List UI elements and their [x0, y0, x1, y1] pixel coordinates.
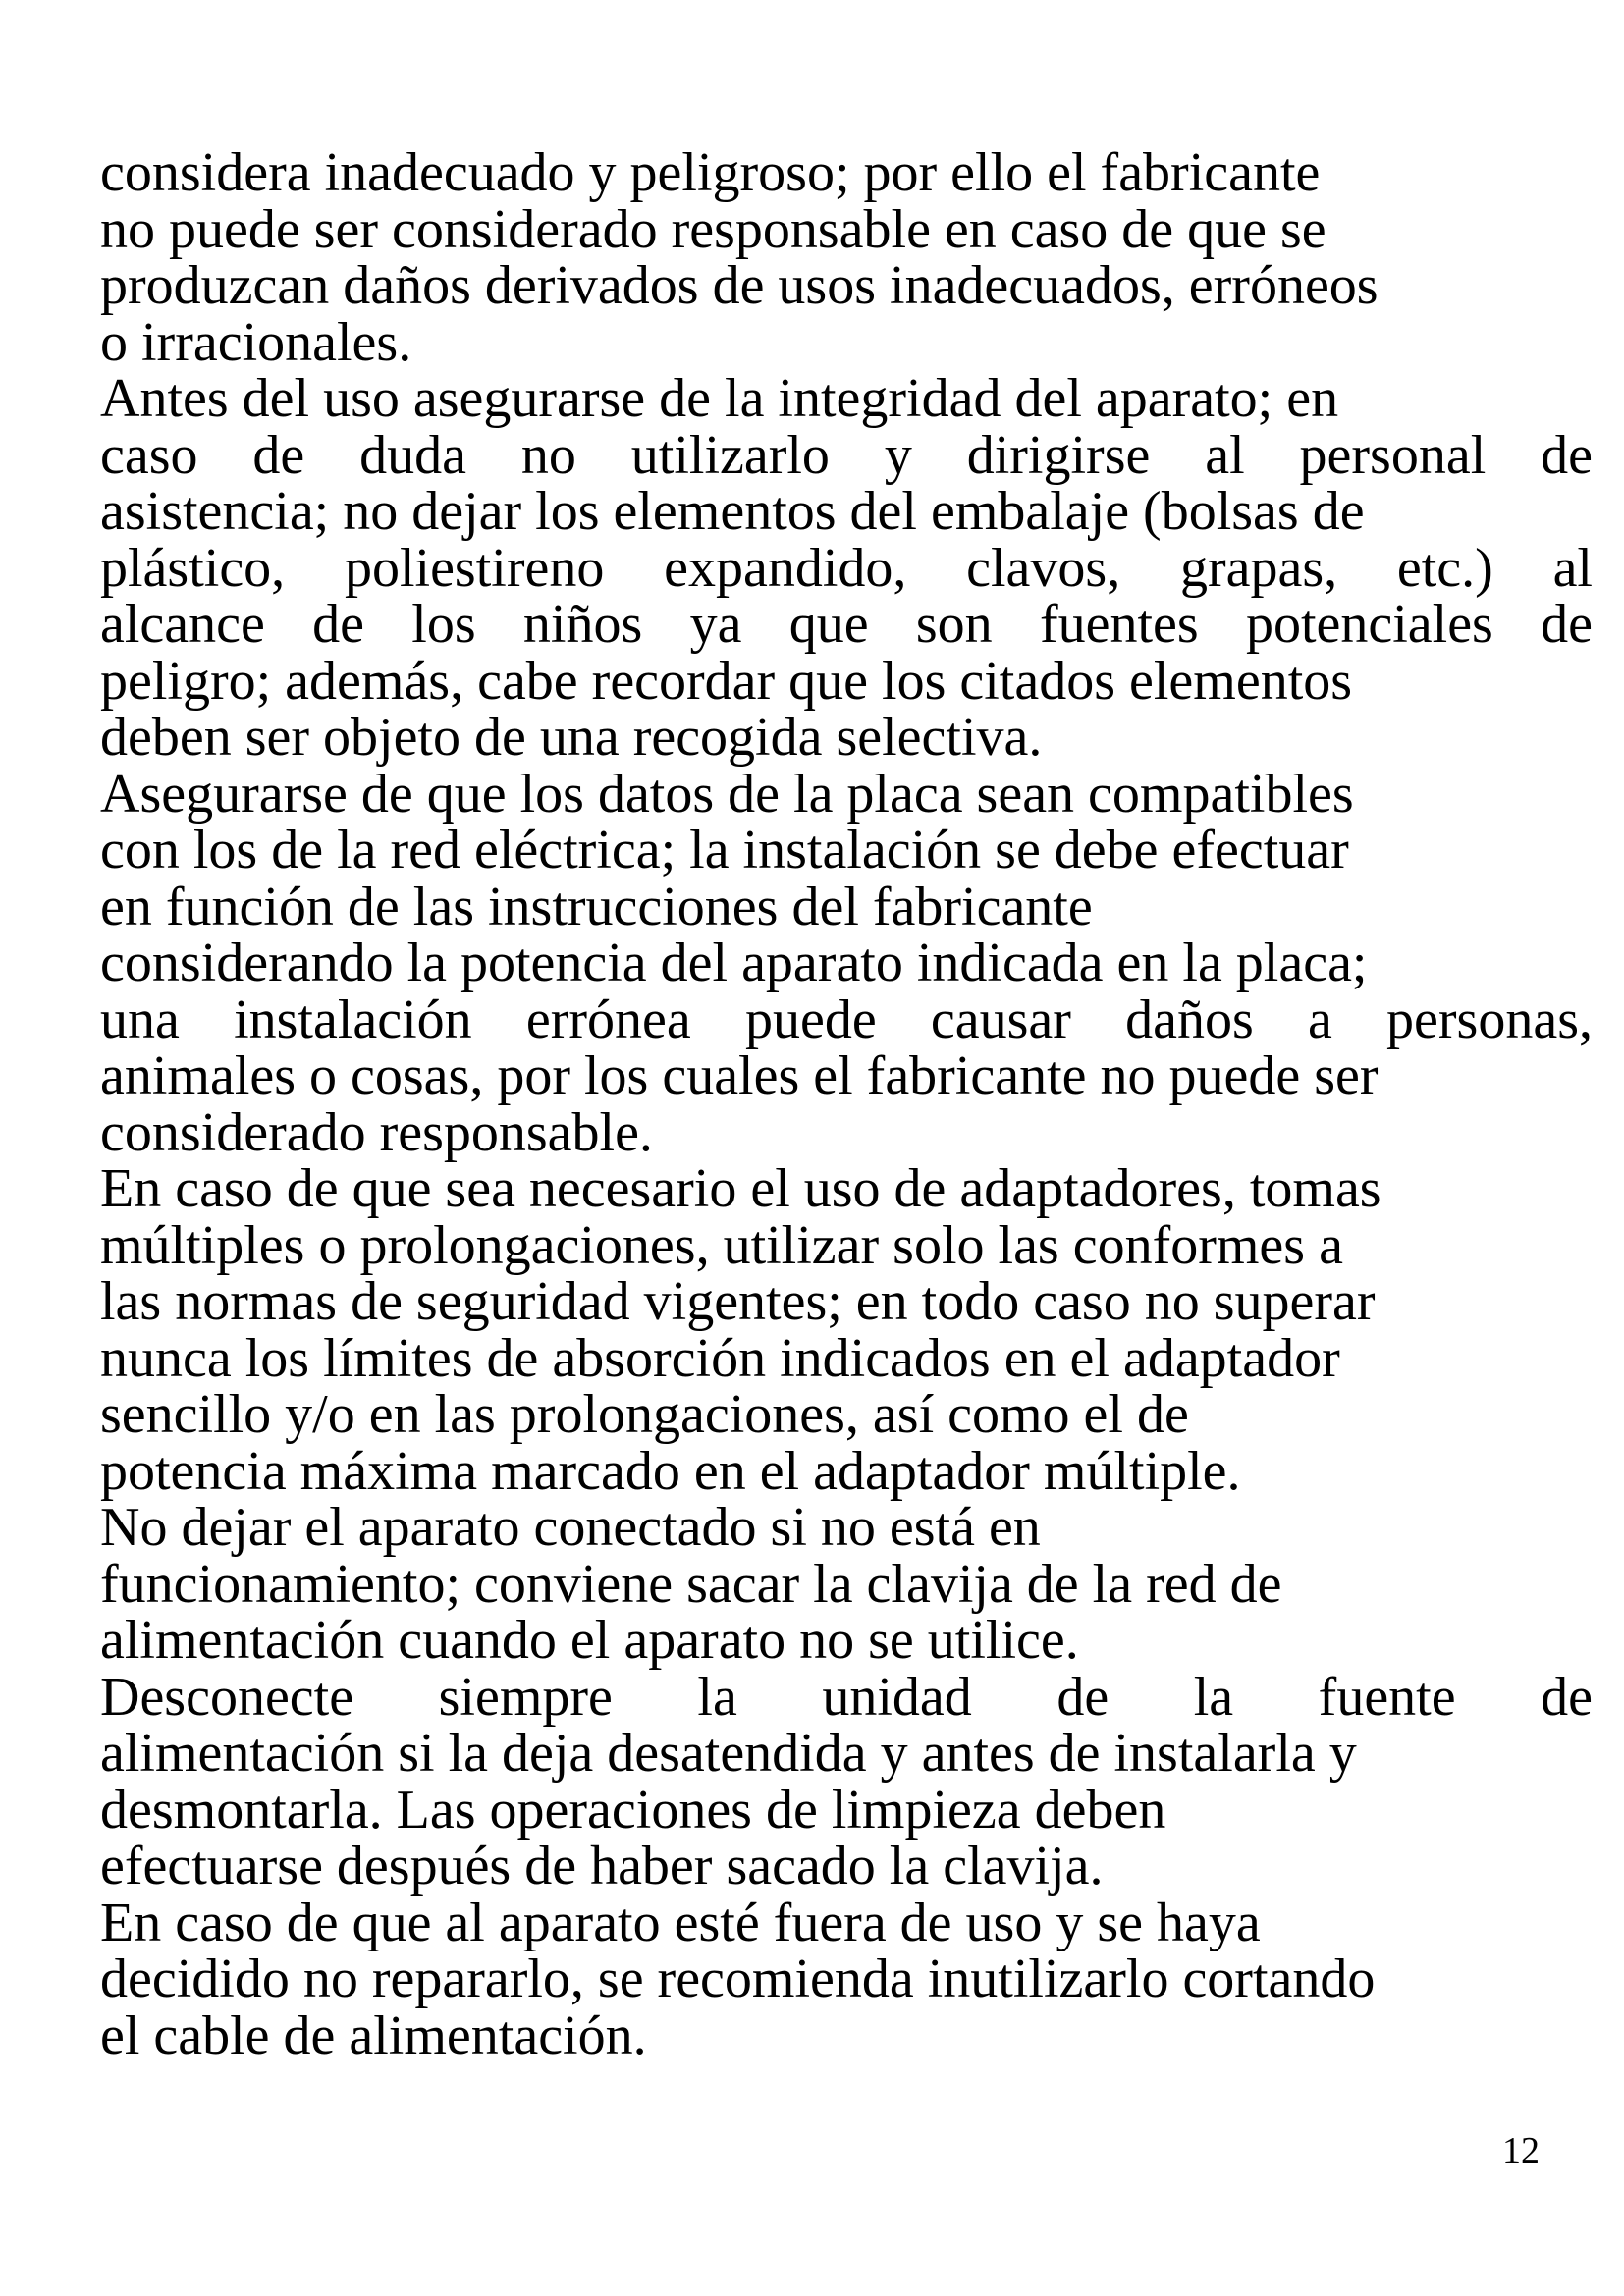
- text-line: sencillo y/o en las prolongaciones, así como el de: [100, 1384, 1189, 1445]
- text-line: con los de la red eléctrica; la instalación se debe efectuar: [100, 820, 1349, 881]
- text-line: caso de duda no utilizarlo y dirigirse al personal de: [100, 424, 1593, 486]
- text-line: las normas de seguridad vigentes; en todo caso no superar: [100, 1271, 1376, 1332]
- text-line: alcance de los niños ya que son fuentes potenciales de: [100, 594, 1593, 655]
- text-line: una instalación errónea puede causar daños a personas,: [100, 988, 1593, 1050]
- text-line: en función de las instrucciones del fabricante: [100, 876, 1093, 937]
- text-line: Antes del uso asegurarse de la integridad del aparato; en: [100, 368, 1339, 429]
- text-line: el cable de alimentación.: [100, 2004, 647, 2066]
- text-line: efectuarse después de haber sacado la clavija.: [100, 1836, 1104, 1896]
- text-line: funcionamiento; conviene sacar la clavija de la red de: [100, 1553, 1282, 1615]
- text-line: decidido no repararlo, se recomienda inutilizarlo cortando: [100, 1949, 1376, 2009]
- text-line: alimentación si la deja desatendida y antes de instalarla y: [100, 1723, 1357, 1784]
- body-text: [100, 142, 1593, 2066]
- text-line: Desconecte siempre la unidad de la fuente de: [100, 1666, 1593, 1728]
- text-line: o irracionales.: [100, 311, 412, 373]
- text-line: considerado responsable.: [100, 1101, 653, 1163]
- text-line: múltiples o prolongaciones, utilizar solo las conformes a: [100, 1214, 1343, 1276]
- text-line: asistencia; no dejar los elementos del embalaje (bolsas de: [100, 481, 1365, 542]
- text-line: desmontarla. Las operaciones de limpieza deben: [100, 1779, 1166, 1841]
- text-line: plástico, poliestireno expandido, clavos, grapas, etc.) al: [100, 537, 1593, 599]
- text-line: animales o cosas, por los cuales el fabricante no puede ser: [100, 1045, 1379, 1106]
- text-line: En caso de que al aparato esté fuera de uso y se haya: [100, 1895, 1261, 1951]
- text-line: No dejar el aparato conectado si no está en: [100, 1497, 1041, 1558]
- page-number: 12: [1502, 2130, 1540, 2171]
- text-line: potencia máxima marcado en el adaptador múltiple.: [100, 1440, 1241, 1502]
- text-line: no puede ser considerado responsable en caso de que se: [100, 198, 1326, 260]
- text-line: produzcan daños derivados de usos inadecuados, erróneos: [100, 255, 1379, 316]
- text-line: En caso de que sea necesario el uso de adaptadores, tomas: [100, 1158, 1381, 1219]
- text-line: Asegurarse de que los datos de la placa sean compatibles: [100, 763, 1354, 825]
- text-line: considera inadecuado y peligroso; por ello el fabricante: [100, 142, 1321, 203]
- text-line: peligro; además, cabe recordar que los citados elementos: [100, 650, 1353, 712]
- text-line: nunca los límites de absorción indicados en el adaptador: [100, 1327, 1340, 1389]
- text-line: considerando la potencia del aparato indicada en la placa;: [100, 933, 1368, 993]
- text-line: alimentación cuando el aparato no se utilice.: [100, 1610, 1079, 1671]
- text-line: deben ser objeto de una recogida selectiva.: [100, 707, 1043, 768]
